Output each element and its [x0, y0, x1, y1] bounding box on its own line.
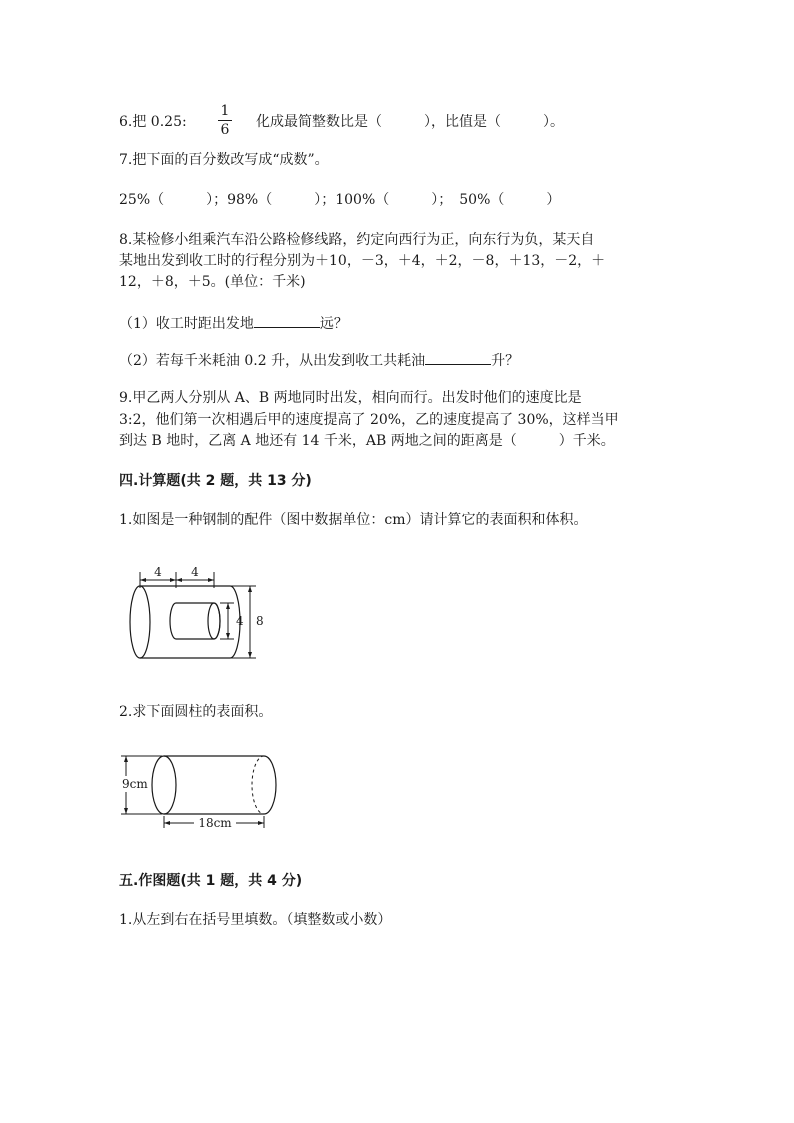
q8-sub-question-2	[119, 350, 519, 370]
q9-line-1: 9.甲乙两人分别从 A、B 两地同时出发，相向而行。出发时他们的速度比是	[119, 390, 582, 406]
q9-line-3: 到达 B 地时，乙离 A 地还有 14 千米，AB 两地之间的距离是（ ）千米。	[119, 433, 615, 449]
q9-line-2: 3:2，他们第一次相遇后甲的速度提高了 20%，乙的速度提高了 30%，这样当甲	[119, 412, 619, 428]
q8-sub-question-1	[119, 313, 348, 333]
fraction-denominator: 6	[220, 122, 230, 138]
fraction-numerator: 1	[218, 104, 232, 121]
q8-sub2-prefix: （2）若每千米耗油 0.2 升，从出发到收工共耗油	[119, 353, 426, 369]
answer-blank[interactable]	[425, 350, 491, 365]
fraction-one-sixth	[218, 104, 232, 138]
dimension-label-middle: 4	[191, 565, 199, 579]
q7-items: 25%（ ）；98%（ ）；100%（ ）； 50%（ ）	[119, 192, 561, 208]
calc-q1-text: 1.如图是一种钢制的配件（图中数据单位：cm）请计算它的表面积和体积。	[119, 512, 588, 528]
section-5-heading: 五.作图题(共 1 题，共 4 分)	[119, 873, 303, 889]
section-4-heading: 四.计算题(共 2 题，共 13 分)	[119, 473, 312, 489]
calc-q2-text: 2.求下面圆柱的表面积。	[119, 704, 273, 720]
dimension-label-inner: 4	[236, 614, 244, 628]
cylinder-height-label: 9cm	[122, 777, 148, 791]
q8-sub1-prefix: （1）收工时距出发地	[119, 316, 254, 332]
q8-sub1-suffix: 远？	[319, 316, 348, 332]
steel-part-figure	[118, 560, 278, 670]
q8-sub2-suffix: 升？	[491, 353, 520, 369]
q8-line-2: 某地出发到收工时的行程分别为＋10，－3，＋4，＋2，－8，＋13，－2，＋	[119, 253, 606, 269]
answer-blank[interactable]	[254, 313, 320, 328]
q6-text-after: 化成最简整数比是（ ），比值是（ ）。	[256, 114, 564, 130]
q7-title: 7.把下面的百分数改写成“成数”。	[119, 152, 329, 168]
q6-text-before: 6.把 0.25:	[119, 114, 187, 130]
q8-line-3: 12，＋8，＋5。(单位：千米)	[119, 274, 306, 290]
dimension-label-left: 4	[154, 565, 162, 579]
cylinder-length-label: 18cm	[198, 816, 232, 830]
cylinder-figure	[118, 748, 288, 834]
dimension-label-outer: 8	[256, 614, 264, 628]
q8-line-1: 8.某检修小组乘汽车沿公路检修线路，约定向西行为正，向东行为负，某天自	[119, 232, 595, 248]
drawing-q1-text: 1.从左到右在括号里填数。（填整数或小数）	[119, 912, 392, 928]
